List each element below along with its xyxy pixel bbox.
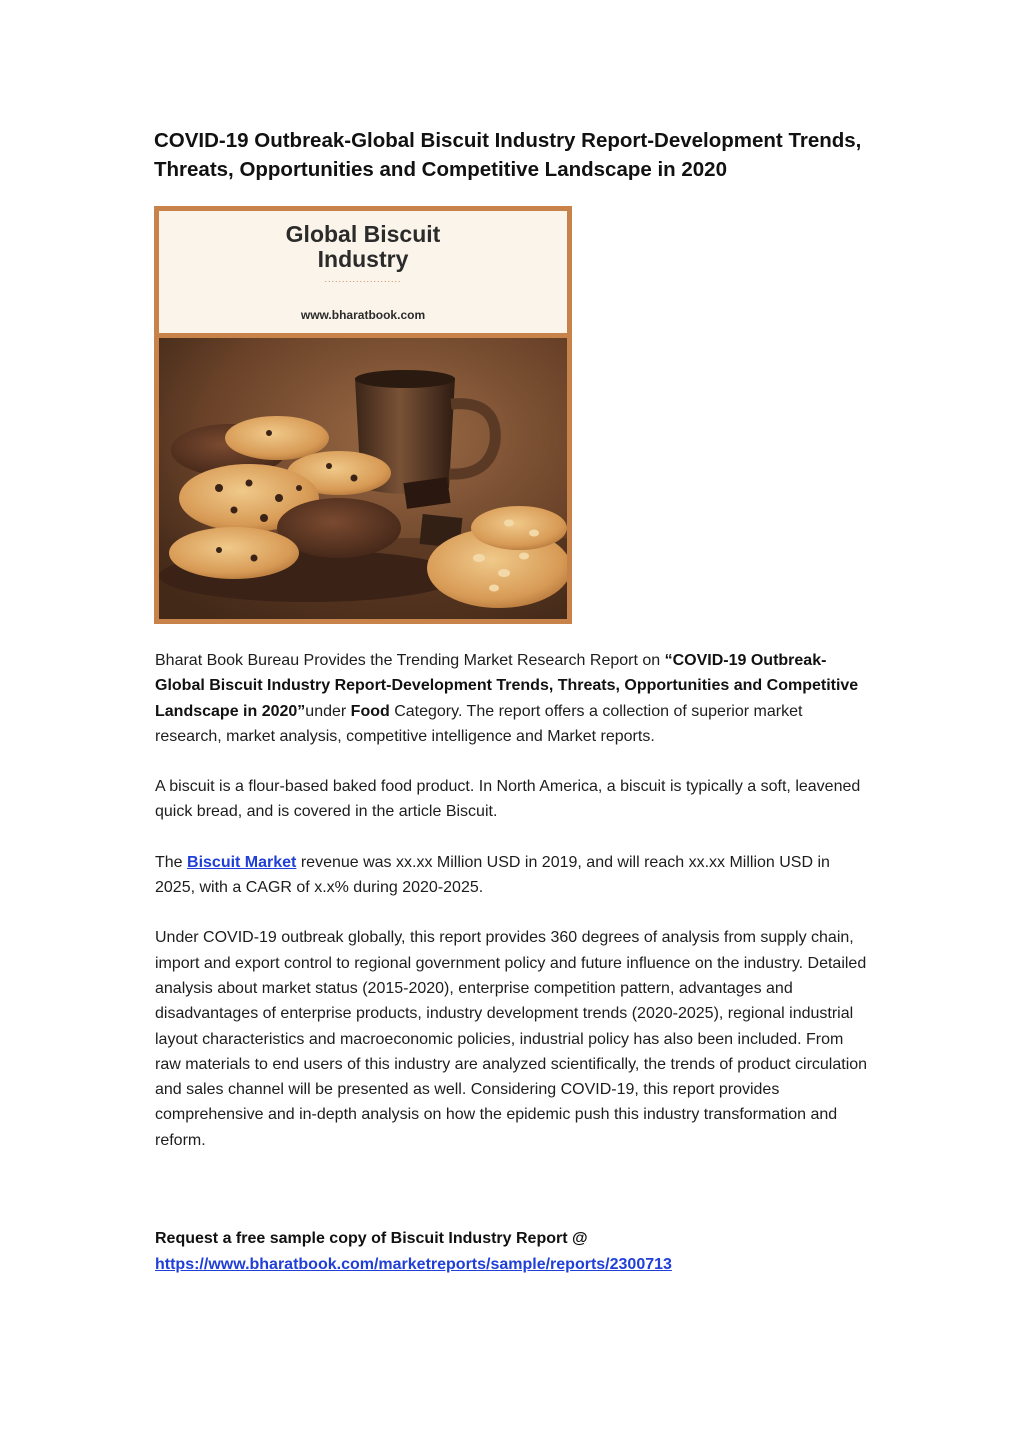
category-name: Food [350,702,390,720]
intro-after: Category. The report offers a collection of superior market research, market analysis, competitive intelligence and Market reports. [155,702,803,745]
cover-banner [159,211,567,333]
analysis-paragraph: Under COVID-19 outbreak globally, this report provides 360 degrees of analysis from supply chain, import and export control to regional government policy and future influence on the industry. Detailed analysis about market status (2015-2020), enterprise competition pattern, advantages and disadvantages of enterprise products, industry development trends (2020-2025), regional industrial layout characteristics and macroeconomic policies, industrial policy has also been included. From raw materials to end users of this industry are analyzed scientifically, the trends of product circulation and sales channel will be presented as well. Considering COVID-19, this report provides comprehensive and in-depth analysis on how the epidemic push this industry transformation and reform. [155,929,868,1149]
intro-text: Bharat Book Bureau Provides the Trending Market Research Report on [155,652,665,669]
definition-paragraph: A biscuit is a flour-based baked food product. In North America, a biscuit is typically a soft, leavened quick bread, and is covered in the article Biscuit. [155,778,861,821]
intro-under: under [305,702,351,720]
request-sample-text: Request a free sample copy of Biscuit Industry Report @ [155,1230,588,1247]
intro-paragraph [155,648,871,749]
cover-title-line1: Global Biscuit [285,221,441,247]
sample-report-link[interactable]: https://www.bharatbook.com/marketreports/sample/reports/2300713 [155,1256,672,1273]
request-sample-section [155,1226,871,1278]
biscuit-market-link[interactable]: Biscuit Market [187,853,297,871]
cover-url: www.bharatbook.com [300,308,426,322]
document-title: COVID-19 Outbreak-Global Biscuit Industry Report-Development Trends, Threats, Opportunities and Competitive Landscape in 2020 [154,129,862,181]
report-name: “COVID-19 Outbreak-Global Biscuit Industry Report-Development Trends, Threats, Opportunities and Competitive Landscape in 2020” [155,652,859,720]
cover-image [154,206,572,624]
revenue-paragraph [155,850,871,901]
cookies-coffee-photo [159,338,567,619]
cover-title [159,222,567,272]
document-body [155,648,871,1178]
cookies-photo-illustration [159,338,567,619]
cover-dots: ...................... [324,274,402,284]
revenue-prefix: The [155,853,188,871]
cover-title-line2: Industry [317,246,409,272]
revenue-text: revenue was xx.xx Million USD in 2019, and will reach xx.xx Million USD in 2025, with a CAGR of x.x% during 2020-2025. [155,853,830,897]
